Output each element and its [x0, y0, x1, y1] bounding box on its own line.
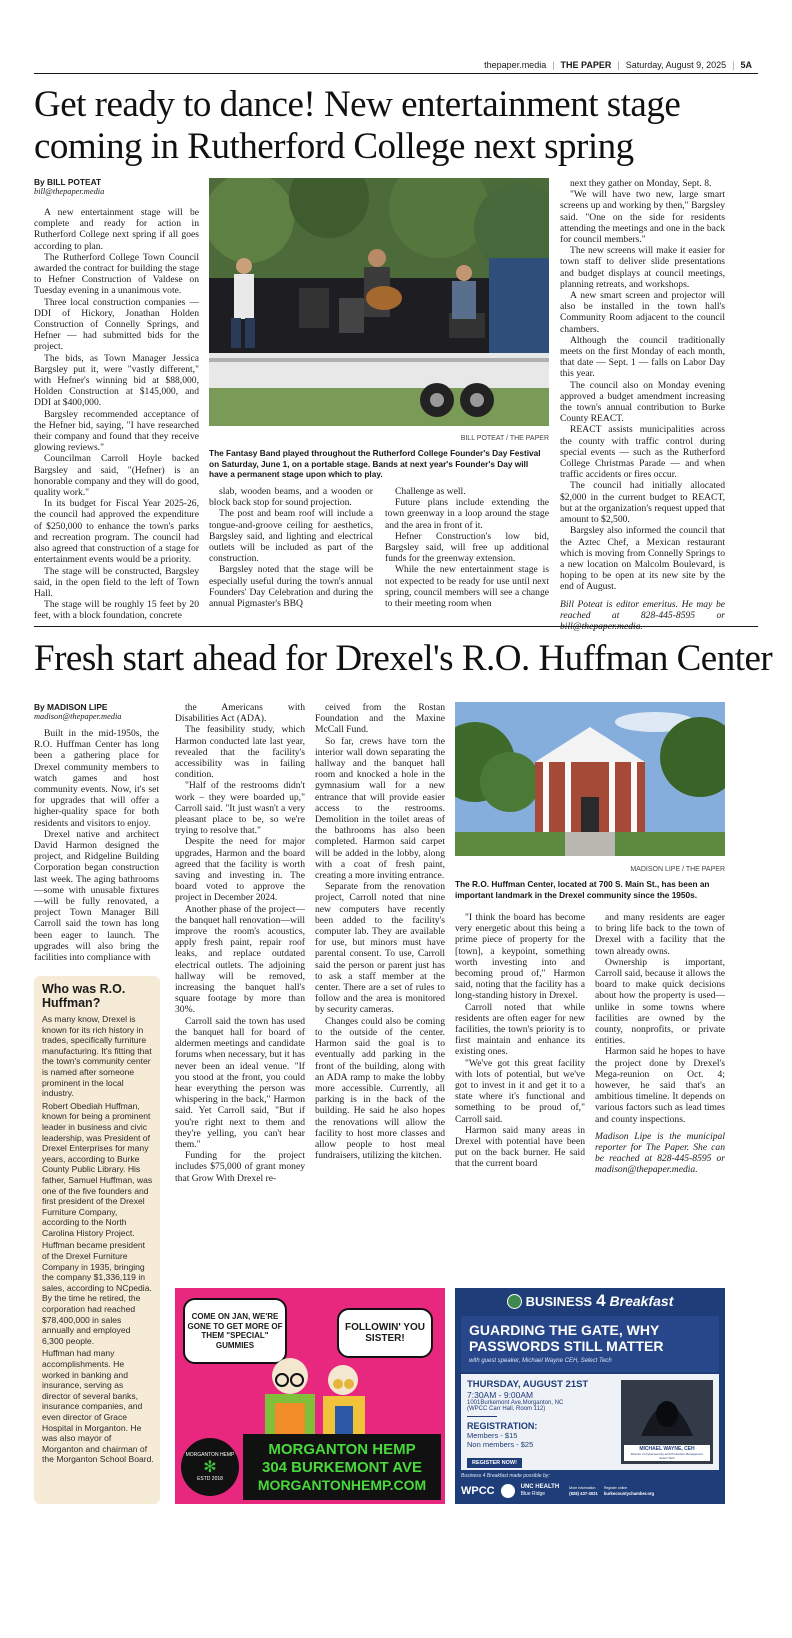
paragraph: Another phase of the project—the banquet hall renovation—will improve the room's acoustics, apply fresh paint, repair roof leaks, and replace outdated electrical outlets. The adjoining hallway will be removed, increasing the banquet hall's square footage by more than 30%.: [175, 903, 305, 1016]
paragraph: Carroll said the town has used the banquet hall for board of aldermen meetings and candidate forums when necessary, but it has never been an ideal venue. "If you stood at the front, you could hear everything the person was whispering in the back," Harmon said. Yet Carroll said, "But if you're right next to them and they're yelling, you can't hear them.": [175, 1015, 305, 1150]
paragraph: the Americans with Disabilities Act (ADA).: [175, 702, 305, 725]
paragraph: slab, wooden beams, and a wooden or block back stop for sound projection.: [209, 486, 373, 509]
paragraph: Despite the need for major upgrades, Harmon and the board agreed that the facility is worth saving and investing in. The board voted to approve the project in December 2024.: [175, 836, 305, 904]
paragraph: Built in the mid-1950s, the R.O. Huffman Center has long been a gathering place for Drexel community members to watch games and host community events. Now, it's set for upgrades that will offer a higher-quality space for both residents and visitors to enjoy.: [34, 728, 159, 829]
sidebar-paragraph: Huffman became president of the Drexel Furniture Company in 1935, bringing the company $1,336,119 in sales, according to NCpedia. By the time he retired, the corporation had reached $78,400,000 in sales annually and employed 6,300 people.: [42, 1240, 152, 1346]
story2-col5: [595, 912, 725, 1176]
paragraph: Harmon said many areas in Drexel with potential have been put on the back burner. He said that the current board: [455, 1124, 585, 1170]
paragraph: Carroll noted that while residents are often eager for new facilities, the town's priority is to first maintain and enhance its existing ones.: [455, 1001, 585, 1058]
paragraph: Three local construction companies — DDI of Hickory, Jonathan Holden Construction of Connelly Springs, and Hefner — had submitted bids for the project.: [34, 296, 199, 353]
sidebar-paragraph: Huffman had many accomplishments. He worked in banking and insurance, serving as director of several banks, insurance companies, and even director of Grace Hospital in Morganton. He was also mayor of Morganton and chairman of the Morganton School Board.: [42, 1348, 154, 1465]
paragraph: "Half of the restrooms didn't work – they were boarded up," Carroll said. "It just wasn't a very pleasant place to be, so we're trying to resolve that.": [175, 780, 305, 837]
story2-col3: [315, 702, 445, 1161]
hemp-bubble-left: COME ON JAN, WE'RE GONE TO GET MORE OF THEM "SPECIAL" GUMMIES: [183, 1298, 287, 1364]
paragraph: The council had initially allocated $2,000 in the current budget to REACT, but at the organization's request upped that amount to $2,500.: [560, 480, 725, 526]
paragraph: next they gather on Monday, Sept. 8.: [570, 178, 712, 189]
section-rule: [34, 626, 758, 627]
paragraph: The stage will be roughly 15 feet by 20 feet, with a block foundation, concrete: [34, 599, 199, 622]
paragraph: "We've got this great facility with lots of potential, but we've got to invest in it and get it to a state where it's functional and something to be proud of," Carroll said.: [455, 1057, 585, 1125]
band-photo: [209, 178, 549, 426]
story1-col3: [385, 486, 549, 609]
paragraph: Bargsley recommended acceptance of the Hefner bid, saying, "I have researched their company and found that they receive glowing reviews.": [34, 408, 199, 454]
sidebar-paragraph: As many know, Drexel is known for its rich history in trades, specifically furniture manufacturing. It's fitting that the town's community center is named after someone prominent in the local industry.: [42, 1014, 152, 1099]
masthead-rule: [34, 73, 758, 74]
paragraph: The feasibility study, which Harmon conducted late last year, revealed that the facility's accessibility was in failing condition.: [175, 724, 305, 781]
paragraph: Funding for the project includes $75,000 of grant money that Grow With Drexel re-: [175, 1150, 305, 1184]
hooded-figure-icon: [621, 1380, 713, 1436]
huffman-photo: [455, 702, 725, 856]
sponsor-seal-icon: [501, 1484, 515, 1498]
band-stage-image: [209, 178, 549, 426]
story1-signoff: Bill Poteat is editor emeritus. He may be reached at 828-445-8595 or: [560, 598, 725, 621]
paragraph: "We will have two new, large smart screens up and working by then," Bargsley said. "One on the side for residents attending the meetings and one in the back for council members.": [560, 189, 725, 246]
story1-col1: [34, 207, 199, 622]
huffman-center-image: [455, 702, 725, 856]
paragraph: The new screens will make it easier for town staff to deliver slide presentations and budget displays at council meetings, planning retreats, and workshops.: [560, 245, 725, 290]
b4b-details-panel: THURSDAY, AUGUST 21ST 7:30AM - 9:00AM 1001Burkemont Ave,Morganton, NC (WPCC Carr Hall, Room 112) REGISTRATION: Members - $15 Non members - $25 REGISTER NOW! MICHAEL WAYNE, CEH Director of Cybersecurity and Production Management Select Tech: [461, 1374, 719, 1470]
paragraph: The council also on Monday evening approved a budget amendment increasing the town's annual contribution to Burke County REACT.: [560, 379, 725, 425]
story1-photo-credit: BILL POTEAT / THE PAPER: [460, 435, 549, 442]
morganton-hemp-ad[interactable]: [175, 1288, 445, 1504]
business4breakfast-ad[interactable]: BUSINESS 4 Breakfast GUARDING THE GATE, WHY PASSWORDS STILL MATTER with guest speaker, Michael Wayne CEH, Select Tech THURSDAY, AUGUST 21ST 7:30AM - 9:00AM 1001Burkemont Ave,Morganton, NC (WPCC Carr Hall, Room 112) REGISTRATION: Members - $15 Non members - $25 REGISTER NOW! MICHAEL WAYNE, CEH Director of Cybersecurity and Production Management Select Tech Business 4 Breakfast made possible by: WPCC UNC HEALTH Blue Ridge More information (828) 437-3021 Register online burkecountychamber.org: [455, 1288, 725, 1504]
paragraph: In its budget for Fiscal Year 2025-26, the council had approved the expenditure of $250,000 to enhance the town's parks and recreation program. The council had also agreed that construction of a stage for entertainment events would be a priority.: [34, 498, 199, 566]
story1-col2: [209, 486, 373, 609]
masthead-date: Saturday, August 9, 2025: [625, 60, 727, 70]
b4b-website[interactable]: burkecountychamber.org: [603, 1491, 655, 1496]
paragraph: Hefner Construction's low bid, Bargsley said, will free up additional funds for the greenway extension.: [385, 530, 549, 565]
leaf-icon: ✻: [203, 1457, 217, 1476]
paragraph: Separate from the renovation project, Carroll noted that nine new computers have recently been added to the facility's computer lab. They are available for use, but minors must have parental consent. To use, Carroll said the person or parent just has to ask a staff member at the center. There are a set of rules to follow and the area is monitored by security cameras.: [315, 881, 445, 1016]
paragraph: Future plans include extending the town greenway in a loop around the stage and the area in front of it.: [385, 497, 549, 531]
sidebar-title: Who was R.O. Huffman?: [42, 982, 126, 1010]
paragraph: While the new entertainment stage is not expected to be ready for use until next spring, council members will see a change to their meeting room when: [385, 564, 549, 610]
paragraph: Changes could also be coming to the outside of the center. Harmon said the goal is to eventually add parking in the front of the building, along with an ADA ramp to make the lobby more accessible. Currently, all parking is in the back of the building. He said he also hopes the renovations will allow the facility to host more classes and allow people to host meal fundraisers, utilizing the kitchen.: [315, 1015, 445, 1162]
page-number: 5A: [740, 60, 752, 70]
paragraph: Councilman Carroll Hoyle backed Bargsley and said, "(Hefner) is an honorable company and they will do good, quality work.": [34, 453, 199, 499]
sidebar-paragraph: Robert Obediah Huffman, known for being a prominent leader in business and civic leadership, was President of Drexel Enterprises for many years, according to Burke County Public Library. His father, Samuel Huffman, was one of the five founders and first president of the Drexel Furniture Company, according to the North Carolina History Project.: [42, 1100, 153, 1238]
paragraph: "I think the board has become very energetic about this being a prime piece of property for the [town], a keypoint, something worth investing into and becoming proud of," Harmon said, noting that the facility has a long-standing history in Drexel.: [455, 912, 585, 1002]
story1-headline: Get ready to dance! New entertainment stage coming in Rutherford College next spring: [34, 84, 681, 167]
b4b-headline-panel: GUARDING THE GATE, WHY PASSWORDS STILL MATTER with guest speaker, Michael Wayne CEH, Select Tech: [461, 1316, 719, 1372]
paragraph: The post and beam roof will include a tongue-and-groove ceiling for aesthetics, Bargsley said, and lighting and electrical outlets will be included as part of the construction.: [209, 508, 373, 565]
paragraph: Drexel native and architect David Harmon designed the project, and Ridgeline Building Corporation began construction last week. The aging bathrooms—some with unusable fixtures—will be fully renovated, a project Town Manager Bill Carroll said the town has long been eager to launch. The upgrades will also bring the facilities into compliance with: [34, 828, 159, 964]
story2-signoff: Madison Lipe is the municipal reporter for The Paper. She can be reached at 828-445-8595 or madison@thepaper.media.: [595, 1130, 725, 1176]
paragraph: REACT assists municipalities across the county with traffic control during special events — such as the Rutherford College Christmas Parade — and when traffic accidents or fires occur.: [560, 424, 725, 481]
paragraph: Challenge as well.: [395, 486, 466, 497]
paragraph: and many residents are eager to bring life back to the town of Drexel with a facility that the town already owns.: [595, 912, 725, 957]
masthead: thepaper.media | THE PAPER | Saturday, August 9, 2025 | 5A: [484, 60, 752, 70]
hemp-info-panel: MORGANTON HEMP 304 BURKEMONT AVE MORGANTONHEMP.COM: [243, 1434, 441, 1500]
paragraph: Harmon said he hopes to have the project done by Drexel's Mega-reunion on Oct. 4; however, he said that's an ambitious timeline. It depends on various factors such as lead times and county inspections.: [595, 1046, 725, 1125]
story2-headline: Fresh start ahead for Drexel's R.O. Huffman Center: [34, 638, 773, 679]
hemp-website[interactable]: MORGANTONHEMP.COM: [257, 1476, 427, 1493]
paragraph: So far, crews have torn the interior wall down separating the hallway and the banquet hall room and knocked a hole in the gymnasium wall for a new entrance that will provide easier access to the restrooms. Demolition in the toilet areas of the bathrooms has also been completed. Harmon said carpet will be added in the lobby, along with a coat of fresh paint, creating a more inviting entrance.: [315, 735, 445, 882]
paragraph: Although the council traditionally meets on the first Monday of each month, that date — Sept. 1 — falls on Labor Day this year.: [560, 334, 725, 380]
story2-caption: The R.O. Huffman Center, located at 700 S. Main St., has been an important landmark in the Drexel community since the 1950s.: [455, 879, 710, 900]
story1-byline: By BILL POTEAT bill@thepaper.media: [34, 177, 105, 196]
masthead-site: thepaper.media: [484, 60, 547, 70]
paragraph: A new entertainment stage will be complete and ready for action in Rutherford College next spring if all goes according to plan.: [34, 207, 199, 252]
paragraph: Bargsley also informed the council that the Aztec Chef, a Mexican restaurant which is moving from Connelly Springs to a new location on Malcolm Boulevard, is hoping to be open at its new site by the end of August.: [560, 525, 725, 593]
paragraph: The Rutherford College Town Council awarded the contract for building the stage to Hefner Construction of Valdese on Tuesday evening in a unanimous vote.: [34, 251, 199, 297]
hemp-bubble-right: FOLLOWIN' YOU SISTER!: [337, 1308, 433, 1358]
story1-col4: [560, 178, 725, 632]
register-now-button[interactable]: REGISTER NOW!: [467, 1458, 522, 1468]
sponsor-wpcc: WPCC: [461, 1485, 495, 1497]
story2-byline: By MADISON LIPE madison@thepaper.media: [34, 702, 122, 721]
sidebar-who-was: [34, 976, 160, 1504]
paragraph: Ownership is important, Carroll said, because it allows the board to make quick decisions about how the property is used—unlike in some towns where facilities are owned by the county, nonprofits, or private entities.: [595, 956, 725, 1047]
b4b-globe-icon: [507, 1294, 522, 1309]
sidebar-body: [34, 1014, 160, 1465]
hemp-seal: MORGANTON HEMP ✻ ESTD 2018: [181, 1438, 239, 1496]
story2-photo-credit: MADISON LIPE / THE PAPER: [630, 866, 725, 873]
masthead-paper: THE PAPER: [560, 60, 612, 70]
paragraph: A new smart screen and projector will also be installed in the town hall's Community Room adjacent to the council chambers.: [560, 290, 725, 335]
b4b-phone[interactable]: (828) 437-3021: [569, 1491, 598, 1496]
paragraph: The stage will be constructed, Bargsley said, in the open field to the left of Town Hall.: [34, 565, 199, 599]
b4b-speaker-photo: MICHAEL WAYNE, CEH Director of Cybersecurity and Production Management Select Tech: [621, 1380, 713, 1464]
story2-col2: [175, 702, 305, 1184]
b4b-header: BUSINESS 4 Breakfast: [455, 1288, 725, 1314]
story2-col1: [34, 728, 159, 963]
paragraph: ceived from the Rostan Foundation and the Maxine McCall Fund.: [315, 702, 445, 736]
story1-caption: The Fantasy Band played throughout the Rutherford College Founder's Day Festival on Saturday, June 1, on a portable stage. Bands at next year's Founder's Day will have a permanent stage upon which to play.: [209, 448, 541, 479]
paragraph: The bids, as Town Manager Jessica Bargsley put it, were "vastly different," with Hefner's winning bid at $88,000, Holden Construction at $145,000, and DDI at $400,000.: [34, 352, 199, 409]
story2-col4: [455, 912, 585, 1170]
paragraph: Bargsley noted that the stage will be especially useful during the town's annual Founders' Day Celebration and during the annual Pigmaster's BBQ: [209, 564, 373, 610]
